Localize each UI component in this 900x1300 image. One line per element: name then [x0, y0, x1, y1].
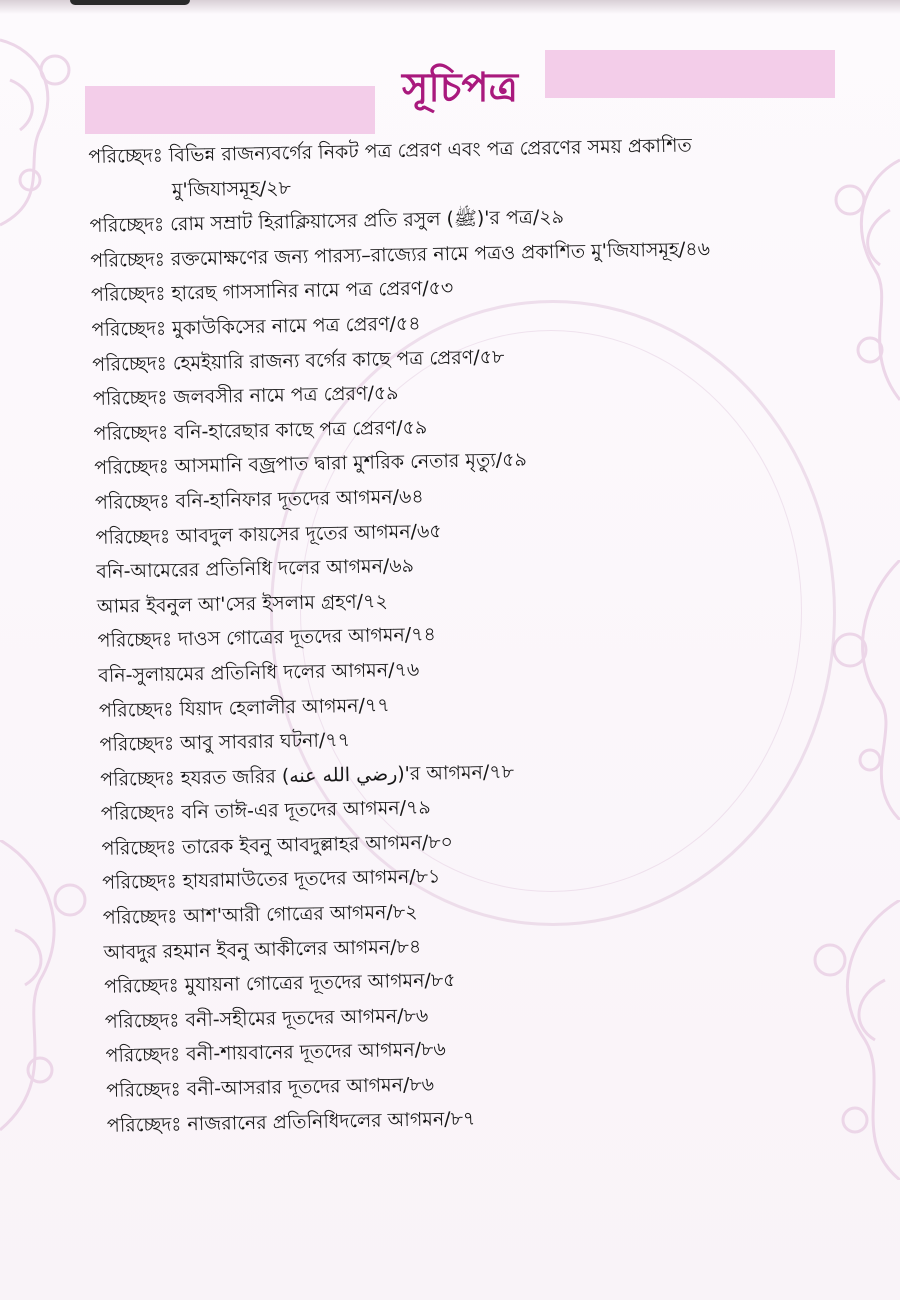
- toc-entry-prefix: পরিচ্ছেদঃ: [95, 525, 171, 549]
- toc-entry-prefix: পরিচ্ছেদঃ: [97, 628, 173, 653]
- toc-entry-prefix: পরিচ্ছেদঃ: [98, 697, 174, 722]
- toc-entry-prefix: পরিচ্ছেদঃ: [94, 455, 170, 480]
- toc-entry-prefix: পরিচ্ছেদঃ: [102, 870, 178, 895]
- toc-entry-prefix: পরিচ্ছেদঃ: [90, 248, 166, 272]
- toc-entry-text: বনি তাঈ-এর দূতদের আগমন/৭৯: [181, 796, 431, 824]
- toc-entry-prefix: পরিচ্ছেদঃ: [104, 974, 179, 999]
- toc-entry-text: বনি-আমেরের প্রতিনিধি দলের আগমন/৬৯: [96, 554, 415, 584]
- toc-entry-text: আবদুল কায়সের দূতের আগমন/৬৫: [175, 519, 442, 547]
- toc-entry-text: আবদুর রহমান ইবনু আকীলের আগমন/৮৪: [103, 935, 422, 964]
- title-band: [85, 48, 835, 136]
- toc-entry-prefix: পরিচ্ছেদঃ: [99, 732, 175, 756]
- toc-entry-text: হেমইয়ারি রাজন্য বর্গের কাছে পত্র প্রেরণ/৫৮: [172, 345, 505, 374]
- toc-entry-text: নাজরানের প্রতিনিধিদলের আগমন/৮৭: [187, 1107, 476, 1135]
- toc-entry-prefix: পরিচ্ছেদঃ: [94, 490, 170, 514]
- toc-entry-text: হারেছ গাসসানির নামে পত্র প্রেরণ/৫৩: [171, 277, 454, 305]
- toc-entry-text: রোম সম্রাট হিরাক্লিয়াসের প্রতি রসুল (ﷺ)'র পত্র/২৯: [169, 206, 565, 236]
- toc-entry-prefix: পরিচ্ছেদঃ: [93, 421, 169, 445]
- toc-entry-text: দাওস গোত্রের দূতদের আগমন/৭৪: [177, 623, 437, 651]
- toc-entry-text: বিভিন্ন রাজন্যবর্গের নিকট পত্র প্রেরণ এবং পত্র প্রেরণের সময় প্রকাশিত: [168, 134, 692, 167]
- toc-entry-prefix: পরিচ্ছেদঃ: [100, 767, 176, 791]
- toc-entry-prefix: পরিচ্ছেদঃ: [106, 1113, 182, 1137]
- toc-entry-text: বনী-আসরার দূতদের আগমন/৮৬: [186, 1073, 435, 1101]
- toc-entry-text: তারেক ইবনু আবদুল্লাহর আগমন/৮০: [181, 831, 454, 859]
- toc-entry-prefix: পরিচ্ছেদঃ: [92, 352, 168, 376]
- toc-entry-prefix: পরিচ্ছেদঃ: [104, 1009, 180, 1033]
- toc-entry-text: বনি-সুলায়মের প্রতিনিধি দলের আগমন/৭৬: [98, 658, 420, 687]
- toc-entry-text: হাযরামাউতের দূতদের আগমন/৮১: [182, 865, 441, 893]
- toc-entry-text: যিয়াদ হেলালীর আগমন/৭৭: [179, 693, 390, 720]
- toc-entry-prefix: পরিচ্ছেদঃ: [100, 801, 176, 826]
- toc-entry-prefix: পরিচ্ছেদঃ: [106, 1078, 181, 1102]
- toc-entry-text: আবু সাবরার ঘটনা/৭৭: [179, 729, 351, 755]
- toc-entry-text: হযরত জরির (رضي الله عنه)'র আগমন/৭৮: [180, 760, 515, 790]
- title-band-right-block: [545, 50, 835, 98]
- toc-entry-text: রক্তমোক্ষণের জন্য পারস্য–রাজ্যের নামে পত্রও প্রকাশিত মু'জিযাসমূহ/৪৬: [170, 237, 711, 271]
- title-band-left-block: [85, 86, 375, 134]
- toc-entry-prefix: পরিচ্ছেদঃ: [92, 386, 168, 411]
- toc-entry-text: মুকাউকিসের নামে পত্র প্রেরণ/৫৪: [171, 312, 421, 340]
- toc-entry-prefix: পরিচ্ছেদঃ: [105, 1043, 181, 1068]
- toc-entry-prefix: পরিচ্ছেদঃ: [101, 836, 177, 860]
- page-corner-mark: [70, 0, 190, 5]
- toc-entry-prefix: পরিচ্ছেদঃ: [89, 213, 165, 238]
- toc-entry-prefix: পরিচ্ছেদঃ: [102, 905, 178, 929]
- toc-entry-text: আসমানি বজ্রপাত দ্বারা মুশরিক নেতার মৃত্যু/৫৯: [174, 448, 528, 478]
- toc-entry-text: মুযায়না গোত্রের দূতদের আগমন/৮৫: [184, 969, 456, 997]
- toc-entry-prefix: পরিচ্ছেদঃ: [91, 317, 167, 341]
- toc-entry-prefix: পরিচ্ছেদঃ: [90, 282, 166, 307]
- toc-entry-text: বনী-শায়বানের দূতদের আগমন/৮৬: [185, 1038, 446, 1066]
- page-title: সূচিপত্র: [402, 64, 518, 111]
- toc-entry-text: বনি-হারেছার কাছে পত্র প্রেরণ/৫৯: [173, 416, 428, 444]
- toc-entry-text: মু'জিযাসমূহ/২৮: [171, 176, 292, 201]
- toc-entry-prefix: পরিচ্ছেদঃ: [88, 144, 164, 168]
- toc-entry-text: বনী-সহীমের দূতদের আগমন/৮৬: [185, 1004, 429, 1032]
- toc-entry-text: আশ'আরী গোত্রের আগমন/৮২: [183, 900, 418, 928]
- toc-entry-text: বনি-হানিফার দূতদের আগমন/৬৪: [175, 485, 424, 513]
- table-of-contents: [88, 125, 877, 1143]
- toc-entry-text: আমর ইবনুল আ'সের ইসলাম গ্রহণ/৭২: [96, 590, 388, 618]
- toc-entry-text: জলবসীর নামে পত্র প্রেরণ/৫৯: [173, 382, 399, 409]
